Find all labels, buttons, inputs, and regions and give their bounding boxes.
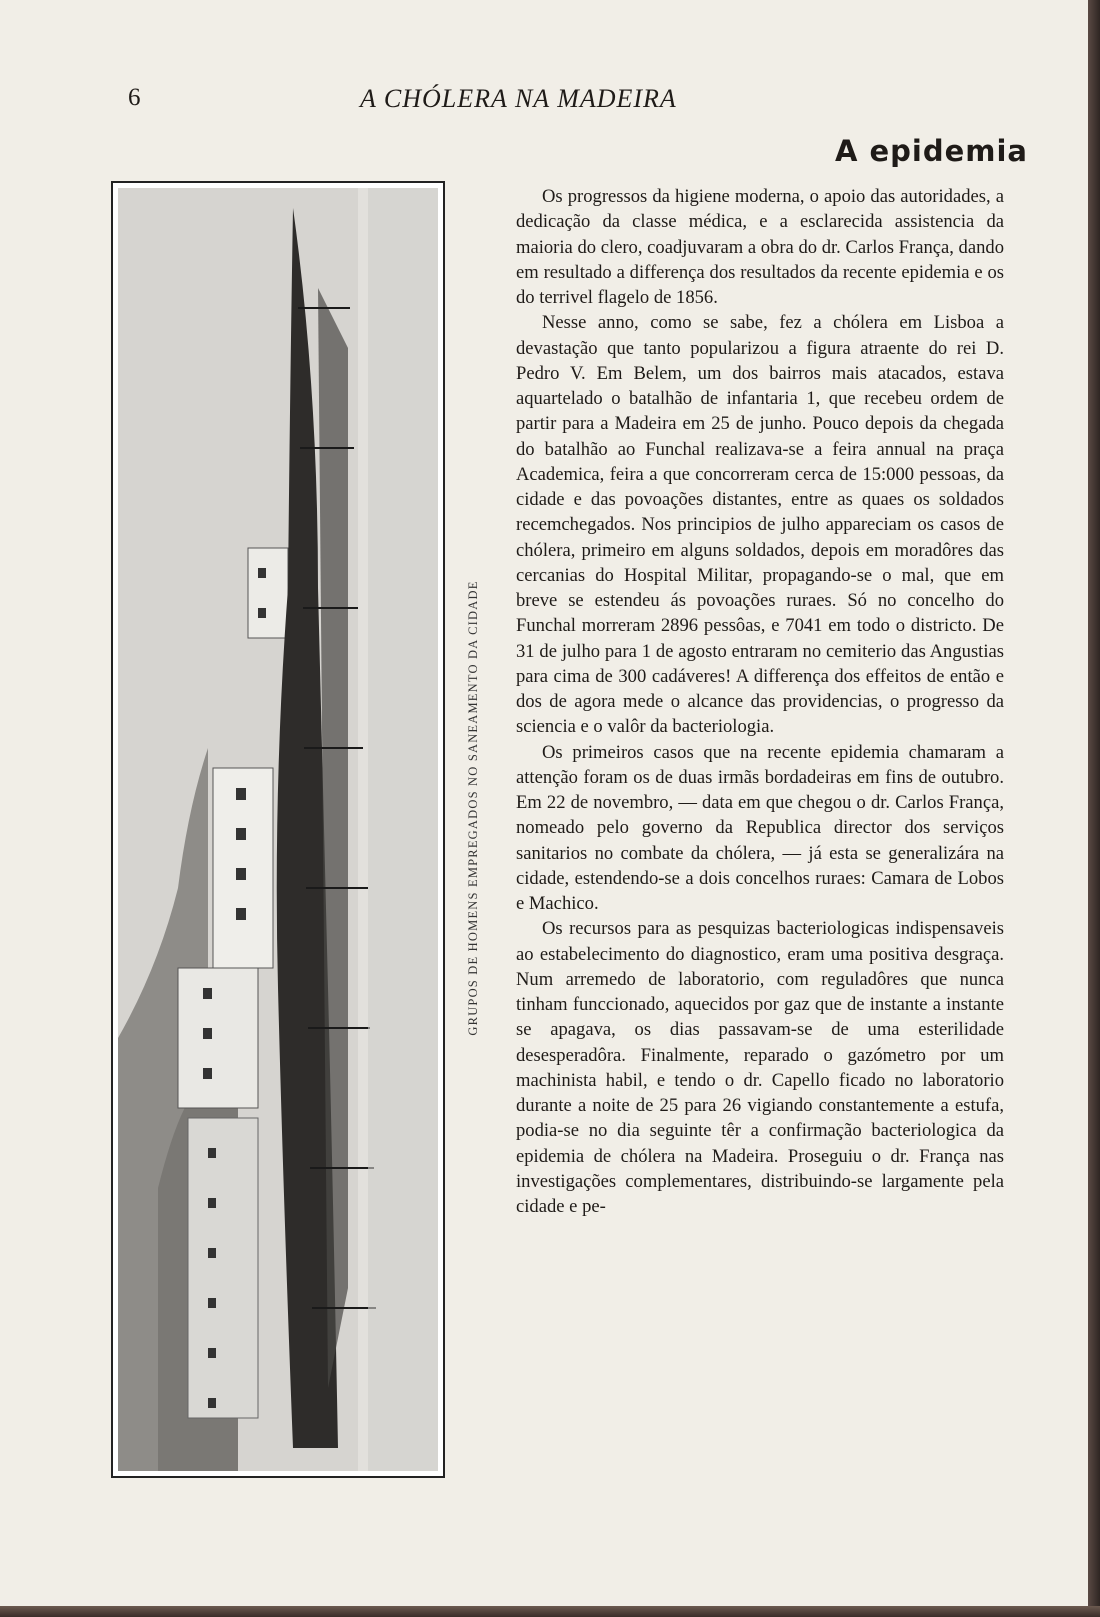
group-photograph xyxy=(118,188,438,1471)
paragraph-3: Os primeiros casos que na recente epidemia chamaram a attenção foram os de duas irmãs bordadeiras em fins de outubro. Em 22 de novembro, — data em que chegou o dr. Carlos França, nomeado pelo governo da Republica director dos serviços sanitarios no combate da chólera, — já esta se generalizára na cidade, estendendo-se a dois concelhos ruraes: Camara de Lobos e Machico. xyxy=(516,741,1004,914)
paragraph-2: Nesse anno, como se sabe, fez a chólera em Lisboa a devastação que tanto popularizou a figura atraente do rei D. Pedro V. Em Belem, um dos bairros mais atacados, estava aquartelado o batalhão de infantaria 1, que recebeu ordem de partir para a Madeira em 25 de junho. Pouco depois da chegada do batalhão ao Funchal realizava-se a feira annual na praça Academica, feira a que concorreram cerca de 15:000 pessoas, da cidade e das povoações distantes, entre as quaes os soldados recemchegados. Nos principios de julho appareciam os casos de chólera, primeiro em alguns soldados, depois em moradôres das cercanias do Hospital Militar, propagando-se o mal, que em breve se estendeu ás povoações ruraes. Só no concelho do Funchal morreram 2896 pessôas, e 7041 em todo o districto. De 31 de julho para 1 de agosto entraram no cemiterio das Angustias para cima de 300 cadáveres! A differença dos effeitos de então e dos de agora mede o alcance das providencias, o progresso da sciencia e o valôr da bacteriologia. xyxy=(516,312,1004,738)
paragraph-1: Os progressos da higiene moderna, o apoio das autoridades, a dedicação da classe médica, e a esclarecida assistencia da maioria do clero, coadjuvaram a obra do dr. Carlos França, dando em resultado a differença dos resultados da recente epidemia e os do terrivel flagelo de 1856. xyxy=(516,186,1004,308)
photo-frame xyxy=(111,181,445,1478)
article-body xyxy=(516,184,1004,1219)
section-title: A epidemia xyxy=(834,134,1028,168)
page-number: 6 xyxy=(128,84,141,111)
page-edge-bottom xyxy=(0,1606,1100,1617)
photo-illustration xyxy=(118,188,438,1471)
figure-caption: GRUPOS DE HOMENS EMPREGADOS NO SANEAMENTO DA CIDADE xyxy=(466,580,480,1036)
page-edge-right xyxy=(1088,0,1100,1617)
paragraph-4: Os recursos para as pesquizas bacteriologicas indispensaveis ao estabelecimento do diagnostico, eram uma positiva desgraça. Num arremedo de laboratorio, com reguladôres que nunca tinham funccionado, aquecidos por gaz que de instante a instante se apagava, os dias passavam-se de uma esterilidade desesperadôra. Finalmente, reparado o gazómetro por um machinista habil, e tendo o dr. Capello ficado no laboratorio durante a noite de 25 para 26 vigiando constantemente a estufa, podia-se no dia seguinte têr a confirmação bacteriologica da epidemia de chólera na Madeira. Proseguiu o dr. França nas investigações complementares, distribuindo-se largamente pela cidade e pe- xyxy=(516,918,1004,1217)
running-title: A CHÓLERA NA MADEIRA xyxy=(360,84,677,113)
